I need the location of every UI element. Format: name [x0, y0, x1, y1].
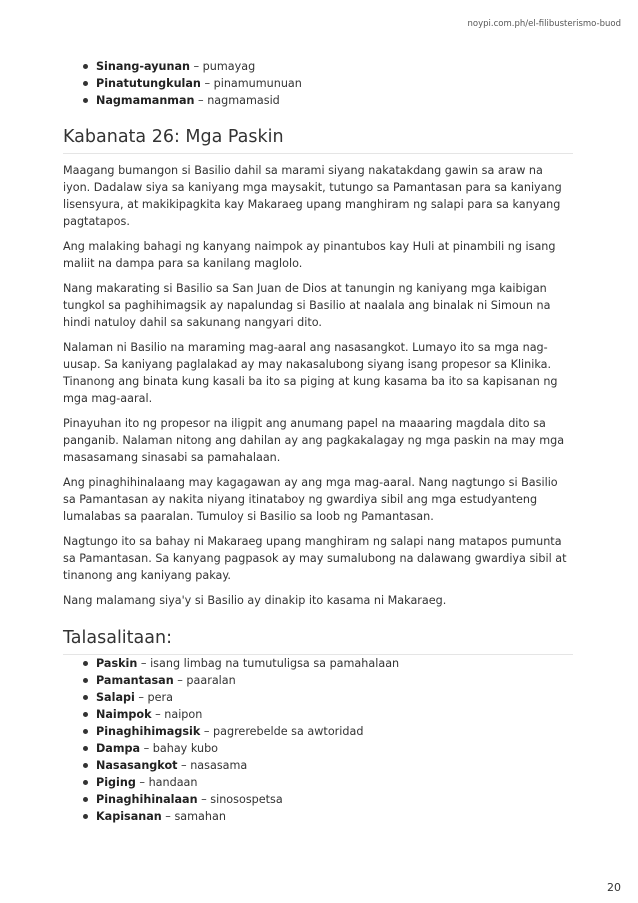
vocab-definition: – nagmamasid	[194, 94, 280, 107]
chapter-body	[63, 162, 573, 609]
vocab-term: Nasasangkot	[96, 759, 178, 772]
list-item	[63, 808, 573, 825]
vocab-definition: – samahan	[161, 810, 226, 823]
vocab-definition: – pumayag	[189, 60, 256, 73]
vocab-term: Sinang-ayunan	[96, 60, 190, 73]
vocab-term: Nagmamanman	[96, 94, 195, 107]
vocab-term: Pinaghihinalaan	[96, 793, 198, 806]
list-item	[63, 774, 573, 791]
list-item	[63, 58, 573, 75]
talasalitaan-heading: Talasalitaan:	[63, 628, 573, 655]
vocab-definition: – handaan	[135, 776, 198, 789]
vocab-term: Pinatutungkulan	[96, 77, 201, 90]
vocab-definition: – isang limbag na tumutuligsa sa pamahalaan	[137, 657, 400, 670]
vocab-term: Piging	[96, 776, 136, 789]
list-item	[63, 740, 573, 757]
vocab-definition: – paaralan	[173, 674, 236, 687]
vocab-definition: – pera	[134, 691, 173, 704]
list-item	[63, 791, 573, 808]
paragraph: Ang malaking bahagi ng kanyang naimpok ay pinantubos kay Huli at pinambili ng isang maliit na dampa para sa kanilang maglolo.	[63, 240, 556, 270]
paragraph: Ang pinaghihinalaang may kagagawan ay ang mga mag-aaral. Nang nagtungo si Basilio sa Pamantasan ay nakita niyang itinataboy ng gwardiya sibil ang mga estudyanteng lumalabas sa paaralan. Tumuloy si Basilio sa loob ng Pamantasan.	[63, 476, 558, 523]
vocab-term: Kapisanan	[96, 810, 162, 823]
list-item	[63, 757, 573, 774]
vocab-definition: – pagrerebelde sa awtoridad	[200, 725, 364, 738]
top-vocab-list	[63, 58, 573, 109]
page-number: 20	[607, 881, 621, 894]
vocab-definition: – sinosospetsa	[197, 793, 283, 806]
paragraph: Maagang bumangon si Basilio dahil sa marami siyang nakatakdang gawin sa araw na iyon. Dadalaw siya sa kaniyang mga maysakit, tutungo sa Pamantasan para sa kaniyang lisensyura, at makikipagkita kay Makaraeg upang manghiram ng salapi para sa kanyang pagtatapos.	[63, 164, 562, 228]
list-item	[63, 672, 573, 689]
list-item	[63, 723, 573, 740]
paragraph: Nalaman ni Basilio na maraming mag-aaral ang nasasangkot. Lumayo ito sa mga nag-uusap. Sa kaniyang paglalakad ay may nakasalubong siyang isang propesor sa Klinika. Tinanong ang binata kung kasali ba ito sa piging at kung kasama ba ito sa kapisanan ng mga mag-aaral.	[63, 341, 558, 405]
list-item	[63, 689, 573, 706]
list-item	[63, 655, 573, 672]
paragraph: Nang malamang siya'y si Basilio ay dinakip ito kasama ni Makaraeg.	[63, 594, 447, 607]
paragraph: Nang makarating si Basilio sa San Juan de Dios at tanungin ng kaniyang mga kaibigan tungkol sa paghihimagsik ay napalundag si Basilio at naalala ang binalak ni Simoun na hindi natuloy dahil sa sakunang nangyari dito.	[63, 282, 551, 329]
vocab-term: Paskin	[96, 657, 138, 670]
vocab-definition: – pinamumunuan	[200, 77, 302, 90]
paragraph: Pinayuhan ito ng propesor na iligpit ang anumang papel na maaaring magdala dito sa panganib. Nalaman nitong ang dahilan ay ang pagkakalagay ng mga paskin na may mga masasamang sinasabi sa pamahalaan.	[63, 417, 565, 464]
list-item	[63, 706, 573, 723]
source-url: noypi.com.ph/el-filibusterismo-buod	[467, 19, 621, 29]
chapter-heading: Kabanata 26: Mga Paskin	[63, 127, 573, 154]
list-item	[63, 92, 573, 109]
vocab-term: Pamantasan	[96, 674, 174, 687]
vocab-term: Pinaghihimagsik	[96, 725, 201, 738]
vocab-term: Naimpok	[96, 708, 152, 721]
vocab-term: Dampa	[96, 742, 141, 755]
list-item	[63, 75, 573, 92]
document-content	[63, 58, 573, 825]
vocab-definition: – bahay kubo	[140, 742, 219, 755]
talasalitaan-list	[63, 655, 573, 825]
vocab-definition: – naipon	[151, 708, 203, 721]
vocab-definition: – nasasama	[177, 759, 248, 772]
paragraph: Nagtungo ito sa bahay ni Makaraeg upang manghiram ng salapi nang matapos pumunta sa Pamantasan. Sa kanyang pagpasok ay may sumalubong na dalawang gwardiya sibil at tinanong ang kaniyang pakay.	[63, 535, 567, 582]
vocab-term: Salapi	[96, 691, 135, 704]
